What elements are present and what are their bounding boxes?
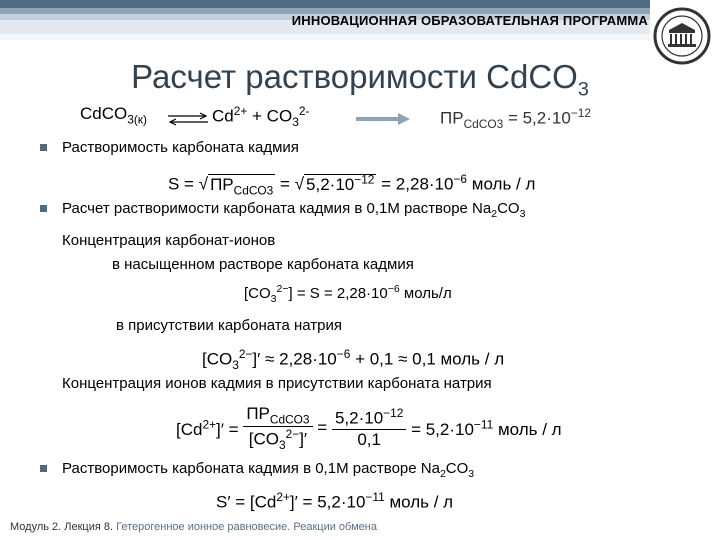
cd-prime-eq: $[Cd^{2+}]'$ = $\frac{ПР_{CdCO3}}{[CO_3^{2-}]'}$ = $\frac{5,2\cdot 10^{-12}}{0,1}$ = $5,2\cdot 10^{-11}$ моль / л bbox=[176, 404, 562, 453]
equilibrium-arrows-icon bbox=[166, 112, 210, 131]
university-seal-icon bbox=[652, 6, 712, 66]
reaction-products: $Cd^{2+} + CO_3^{2-}$ bbox=[212, 104, 310, 130]
carbonate-conc-heading: Концентрация карбонат-ионов bbox=[62, 232, 276, 249]
s-prime-eq: $S' = [Cd^{2+}]' = 5,2\cdot 10^{-11}$ моль / л bbox=[216, 490, 454, 512]
bullet-solubility-na2co3: Растворимость карбоната кадмия в 0,1М растворе $Na_2CO_3$ bbox=[62, 460, 475, 480]
s-formula: S = √ $ПР_{CdCO3}$ = √ $5,2\cdot 10^{-12} = 2,28\cdot 10^{-6}$ моль / л bbox=[168, 172, 536, 198]
bullet-marker bbox=[40, 144, 47, 151]
bullet-solubility: Растворимость карбоната кадмия bbox=[62, 139, 299, 156]
co3-prime-eq: $[CO_3^{2-}]' \approx 2,28\cdot 10^{-6} + 0,1 \approx 0,1$ моль / л bbox=[202, 347, 505, 373]
ksp-over-co3-fraction: $\frac{ПР_{CdCO3}}{[CO_3^{2-}]'}$ bbox=[243, 404, 312, 452]
bullet-marker bbox=[40, 205, 47, 212]
cadmium-conc-heading: Концентрация ионов кадмия в присутствии карбоната натрия bbox=[62, 375, 492, 392]
slide-title: Расчет растворимости CdCO$_3$ bbox=[131, 58, 589, 101]
program-title: ИННОВАЦИОННАЯ ОБРАЗОВАТЕЛЬНАЯ ПРОГРАММА bbox=[291, 13, 648, 28]
bullet-calculation: Расчет растворимости карбоната кадмия в 0,1М растворе $Na_2CO_3$ bbox=[62, 200, 526, 220]
numeric-fraction: $\frac{5,2\cdot 10^{-12}}{0,1}$ bbox=[332, 406, 406, 450]
presence-text: в присутствии карбоната натрия bbox=[116, 317, 342, 334]
co3-concentration-eq: $[CO_3^{2-}] = S = 2,28\cdot 10^{-6}$ моль/л bbox=[244, 283, 452, 305]
footer-caption: Модуль 2. Лекция 8. Гетерогенное ионное равновесие. Реакции обмена bbox=[10, 521, 377, 533]
bullet-marker bbox=[40, 465, 47, 472]
saturated-solution-text: в насыщенном растворе карбоната кадмия bbox=[112, 256, 414, 273]
ksp-expression: $ПР_{CdCO3} = 5,2\cdot 10^{-12}$ bbox=[440, 106, 591, 132]
arrow-right-icon bbox=[356, 112, 412, 131]
reaction-equation: CdCO$_{3(к)}$ bbox=[80, 104, 147, 127]
